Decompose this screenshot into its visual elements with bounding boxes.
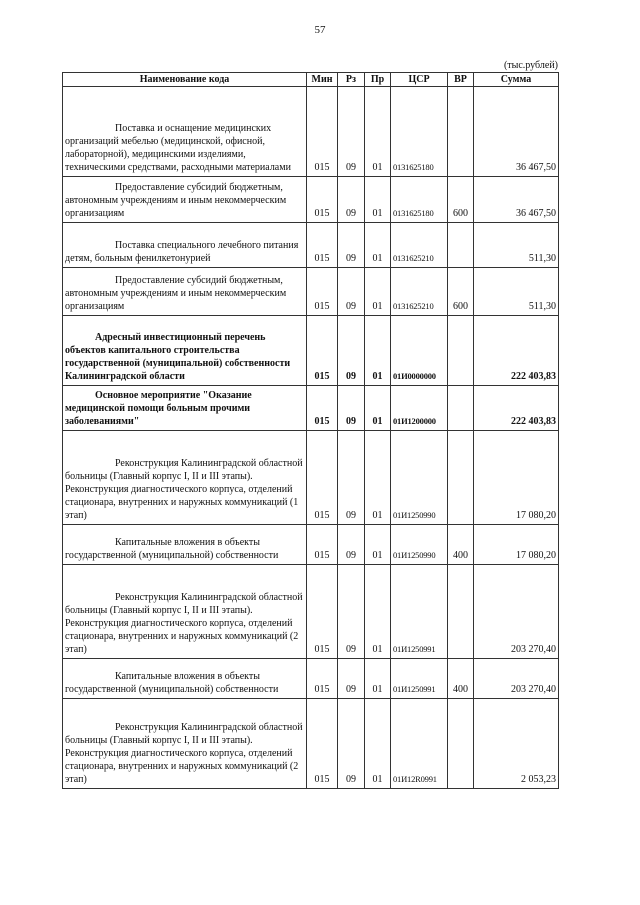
row-rz: 09	[338, 268, 365, 316]
row-csr: 01И1200000	[391, 386, 448, 431]
table-row	[63, 268, 559, 316]
row-min: 015	[307, 431, 338, 525]
row-rz: 09	[338, 316, 365, 386]
row-rz: 09	[338, 177, 365, 223]
row-sum: 2 053,23	[474, 699, 559, 789]
row-vr: 600	[448, 268, 474, 316]
table-header-row	[63, 73, 559, 87]
units-label: (тыс.рублей)	[503, 60, 558, 71]
table-row	[63, 223, 559, 268]
budget-table	[62, 72, 559, 789]
row-vr: 600	[448, 177, 474, 223]
row-csr: 01И1250990	[391, 525, 448, 565]
row-name: Капитальные вложения в объекты государственной (муниципальной) собственности	[63, 659, 307, 699]
row-sum: 222 403,83	[474, 316, 559, 386]
row-pr: 01	[365, 268, 391, 316]
table-row	[63, 565, 559, 659]
row-sum: 203 270,40	[474, 565, 559, 659]
col-header-rz: Рз	[338, 73, 365, 87]
table-row	[63, 316, 559, 386]
row-sum: 17 080,20	[474, 525, 559, 565]
row-csr: 01И1250991	[391, 659, 448, 699]
row-csr: 01И0000000	[391, 316, 448, 386]
row-name: Капитальные вложения в объекты государственной (муниципальной) собственности	[63, 525, 307, 565]
row-name: Поставка специального лечебного питания детям, больным фенилкетонурией	[63, 223, 307, 268]
row-sum: 511,30	[474, 268, 559, 316]
row-pr: 01	[365, 386, 391, 431]
row-rz: 09	[338, 699, 365, 789]
table-row	[63, 431, 559, 525]
row-name: Поставка и оснащение медицинских организаций мебелью (медицинской, офисной, лабораторной), медицинскими изделиями, техническими средствами, расходными материалами	[63, 87, 307, 177]
row-csr: 0131625210	[391, 268, 448, 316]
row-sum: 203 270,40	[474, 659, 559, 699]
row-min: 015	[307, 565, 338, 659]
page-number: 57	[314, 24, 326, 36]
row-pr: 01	[365, 316, 391, 386]
row-csr: 0131625180	[391, 87, 448, 177]
col-header-vr: ВР	[448, 73, 474, 87]
row-rz: 09	[338, 431, 365, 525]
row-name: Адресный инвестиционный перечень объектов капитального строительства государственной (муниципальной) собственности Калининградской области	[63, 316, 307, 386]
row-vr: 400	[448, 525, 474, 565]
row-pr: 01	[365, 659, 391, 699]
row-name: Реконструкция Калининградской областной больницы (Главный корпус I, II и III этапы). Реконструкция диагностического корпуса, отделений стационара, внутренних и наружных коммуникаций (2 этап)	[63, 565, 307, 659]
row-vr	[448, 431, 474, 525]
row-name: Реконструкция Калининградской областной больницы (Главный корпус I, II и III этапы). Реконструкция диагностического корпуса, отделений стационара, внутренних и наружных коммуникаций (1 этап)	[63, 431, 307, 525]
row-csr: 01И1250991	[391, 565, 448, 659]
row-sum: 511,30	[474, 223, 559, 268]
row-vr	[448, 223, 474, 268]
row-min: 015	[307, 177, 338, 223]
row-sum: 17 080,20	[474, 431, 559, 525]
table-row	[63, 525, 559, 565]
row-pr: 01	[365, 431, 391, 525]
row-min: 015	[307, 87, 338, 177]
row-pr: 01	[365, 565, 391, 659]
row-csr: 01И12R0991	[391, 699, 448, 789]
col-header-pr: Пр	[365, 73, 391, 87]
row-pr: 01	[365, 87, 391, 177]
table-row	[63, 699, 559, 789]
col-header-csr: ЦСР	[391, 73, 448, 87]
row-pr: 01	[365, 699, 391, 789]
row-csr: 0131625210	[391, 223, 448, 268]
row-sum: 36 467,50	[474, 87, 559, 177]
row-name: Предоставление субсидий бюджетным, автономным учреждениям и иным некоммерческим организациям	[63, 177, 307, 223]
row-rz: 09	[338, 386, 365, 431]
row-vr	[448, 316, 474, 386]
table-row	[63, 386, 559, 431]
row-vr	[448, 386, 474, 431]
row-vr	[448, 565, 474, 659]
row-rz: 09	[338, 565, 365, 659]
row-csr: 01И1250990	[391, 431, 448, 525]
row-vr	[448, 699, 474, 789]
col-header-name: Наименование кода	[63, 73, 307, 87]
row-rz: 09	[338, 87, 365, 177]
row-name: Предоставление субсидий бюджетным, автономным учреждениям и иным некоммерческим организациям	[63, 268, 307, 316]
row-rz: 09	[338, 525, 365, 565]
row-min: 015	[307, 268, 338, 316]
row-name: Реконструкция Калининградской областной больницы (Главный корпус I, II и III этапы). Реконструкция диагностического корпуса, отделений стационара, внутренних и наружных коммуникаций (2 этап)	[63, 699, 307, 789]
row-pr: 01	[365, 223, 391, 268]
row-min: 015	[307, 386, 338, 431]
row-pr: 01	[365, 525, 391, 565]
row-name: Основное мероприятие "Оказание медицинской помощи больным прочими заболеваниями"	[63, 386, 307, 431]
row-min: 015	[307, 525, 338, 565]
row-min: 015	[307, 659, 338, 699]
table-row	[63, 659, 559, 699]
col-header-sum: Сумма	[474, 73, 559, 87]
table-row	[63, 177, 559, 223]
row-min: 015	[307, 316, 338, 386]
row-rz: 09	[338, 659, 365, 699]
row-csr: 0131625180	[391, 177, 448, 223]
row-min: 015	[307, 699, 338, 789]
row-rz: 09	[338, 223, 365, 268]
row-min: 015	[307, 223, 338, 268]
row-vr	[448, 87, 474, 177]
row-vr: 400	[448, 659, 474, 699]
row-pr: 01	[365, 177, 391, 223]
col-header-min: Мин	[307, 73, 338, 87]
table-row	[63, 87, 559, 177]
row-sum: 36 467,50	[474, 177, 559, 223]
row-sum: 222 403,83	[474, 386, 559, 431]
